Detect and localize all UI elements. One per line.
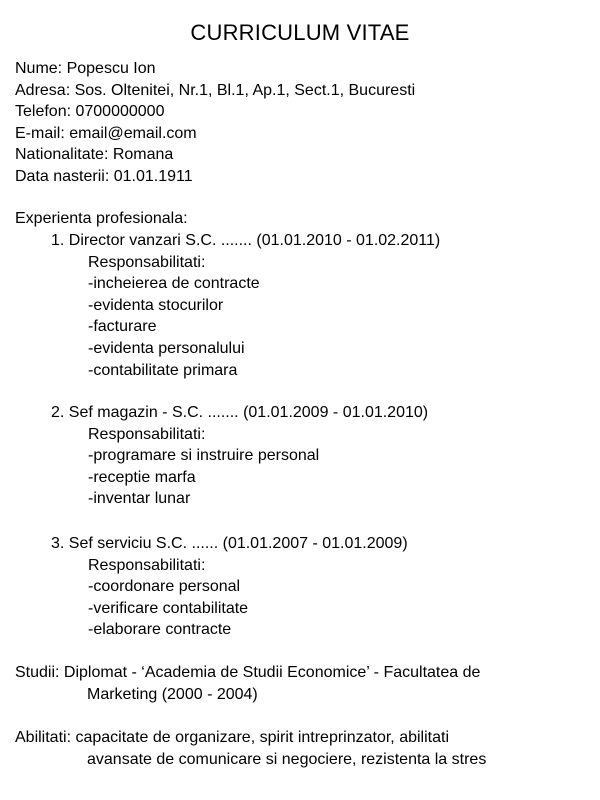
responsibility-item: -incheierea de contracte (88, 275, 260, 293)
skills-line-1: Abilitati: capacitate de organizare, spirit intreprinzator, abilitati (15, 729, 449, 746)
experience-heading: Experienta profesionala: (15, 210, 188, 227)
job-entry (51, 230, 440, 381)
skills-section (15, 727, 486, 770)
responsibility-item: -evidenta personalului (88, 339, 245, 357)
job-title: 3. Sef serviciu S.C. ...... (01.01.2007 - 01.01.2009) (51, 535, 408, 552)
job-title: 1. Director vanzari S.C. ....... (01.01.2010 - 01.02.2011) (51, 232, 441, 249)
responsibility-item: -inventar lunar (88, 490, 191, 508)
responsibility-item: -programare si instruire personal (88, 447, 320, 465)
responsibilities-label: Responsabilitati: (88, 556, 206, 574)
email-line: E-mail: email@email.com (15, 124, 197, 142)
responsibility-item: -facturare (88, 318, 157, 336)
skills-line-2: avansate de comunicare si negociere, rezistenta la stres (87, 750, 487, 768)
job-entry (51, 533, 408, 641)
responsibilities-label: Responsabilitati: (88, 253, 206, 271)
name-line: Nume: Popescu Ion (15, 60, 156, 77)
job-title: 2. Sef magazin - S.C. ....... (01.01.2009 - 01.01.2010) (51, 404, 429, 421)
document-title: CURRICULUM VITAE (190, 20, 410, 45)
responsibility-item: -receptie marfa (88, 468, 196, 486)
birthdate-line: Data nasterii: 01.01.1911 (15, 167, 193, 185)
responsibility-item: -elaborare contracte (88, 621, 232, 639)
personal-info (15, 58, 415, 188)
responsibility-item: -verificare contabilitate (88, 599, 249, 617)
studies-section (15, 662, 480, 705)
job-entry (51, 402, 428, 510)
phone-line: Telefon: 0700000000 (15, 103, 165, 121)
address-line: Adresa: Sos. Oltenitei, Nr.1, Bl.1, Ap.1, Sect.1, Bucuresti (15, 81, 416, 99)
responsibility-item: -evidenta stocurilor (88, 296, 224, 314)
studies-line-1: Studii: Diplomat - ‘Academia de Studii Economice’ - Facultatea de (15, 664, 481, 681)
responsibilities-label: Responsabilitati: (88, 425, 206, 443)
responsibility-item: -contabilitate primara (88, 361, 238, 379)
studies-line-2: Marketing (2000 - 2004) (87, 685, 258, 703)
responsibility-item: -coordonare personal (88, 578, 241, 596)
nationality-line: Nationalitate: Romana (15, 146, 174, 164)
